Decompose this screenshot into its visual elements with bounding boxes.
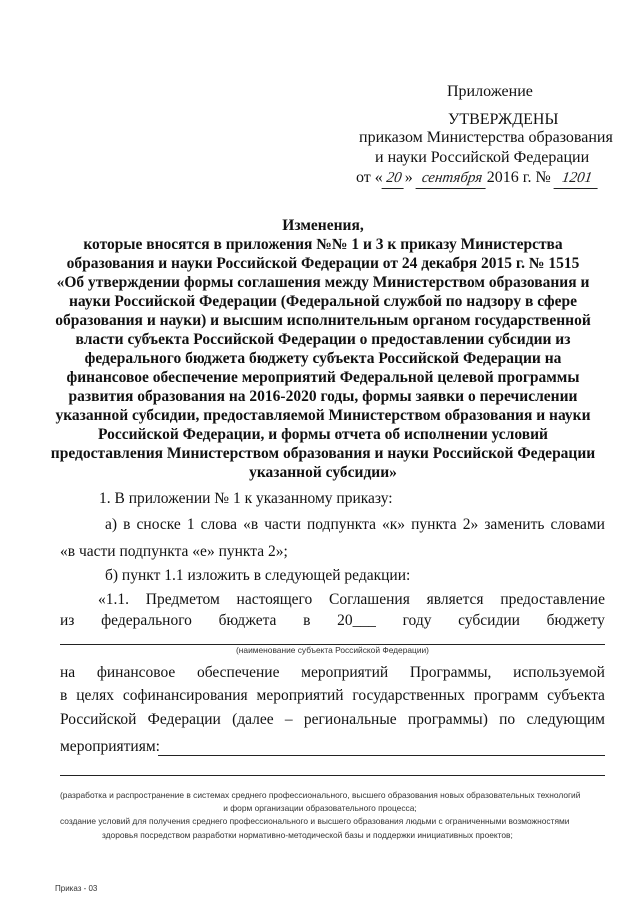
word: софинансирования xyxy=(122,687,248,704)
word: «1.1. xyxy=(98,591,129,608)
note-line: и форм организации образовательного процесса; xyxy=(223,803,417,813)
note-line: (разработка и распространение в системах среднего профессионального, высшего образования новых образовательных технологий xyxy=(60,790,581,800)
doc-code: Приказ - 03 xyxy=(55,884,98,893)
title-line: Российской Федерации, и формы отчета об исполнении условий xyxy=(98,426,548,443)
word: целях xyxy=(76,687,114,704)
word: программ xyxy=(473,687,539,704)
measures-label: мероприятиям: xyxy=(60,738,160,755)
word: финансовое xyxy=(96,664,176,681)
date-prefix: от « xyxy=(356,169,383,186)
date-sep: » xyxy=(404,169,413,186)
word: по xyxy=(499,711,516,728)
note-line: создание условий для получения среднего профессионального и высшего образования людьми с ограниченными возможностями xyxy=(60,816,570,826)
title-line: которые вносятся в приложения №№ 1 и 3 к приказу Министерства xyxy=(83,236,563,253)
item-a-line2: «в части подпункта «е» пункта 2»; xyxy=(60,543,288,560)
word: заменить xyxy=(484,516,545,533)
word: следующим xyxy=(526,711,605,728)
word: региональные xyxy=(303,711,397,728)
measures-blank-line[interactable] xyxy=(158,755,605,756)
word: пункта xyxy=(411,516,457,533)
rf-line xyxy=(60,711,605,729)
word: словами xyxy=(550,516,605,533)
word: подпункта xyxy=(306,516,376,533)
word: части xyxy=(264,516,301,533)
approved-label: УТВЕРЖДЕНЫ xyxy=(448,111,559,128)
word: году xyxy=(402,612,432,629)
title-line: образования и науки Российской Федерации от 24 декабря 2015 г. № 1515 xyxy=(66,255,580,272)
title-line: указанной субсидии, предоставляемой Министерством образования и науки xyxy=(55,407,591,424)
word: 20___ xyxy=(337,612,376,629)
word: программы) xyxy=(407,711,488,728)
word: на xyxy=(60,664,76,681)
clause-line xyxy=(98,591,605,609)
order-line-1: приказом Министерства образования xyxy=(359,129,613,146)
date-year: 2016 г. № xyxy=(486,169,551,186)
word: государственных xyxy=(352,687,466,704)
word: обеспечение xyxy=(196,664,280,681)
order-number: 1201 xyxy=(553,168,600,189)
title-line: финансовое обеспечение мероприятий Федеральной целевой программы xyxy=(66,369,580,386)
word: Соглашения xyxy=(329,591,410,608)
word: сноске xyxy=(136,516,181,533)
word: является xyxy=(426,591,484,608)
title-line: образования и науки) и высшим исполнительным органом государственной xyxy=(55,312,591,329)
word: субсидии xyxy=(458,612,520,629)
word: мероприятий xyxy=(256,687,344,704)
word: в xyxy=(60,687,68,704)
word: а) xyxy=(105,516,118,533)
item-a-line1 xyxy=(105,516,605,534)
word: «к» xyxy=(382,516,406,533)
subject-caption: (наименование субъекта Российской Федерации) xyxy=(236,645,429,655)
word: в xyxy=(123,516,131,533)
from-budget-line xyxy=(60,612,605,630)
title-line: Изменения, xyxy=(282,217,364,234)
order-line-2: и науки Российской Федерации xyxy=(375,149,590,166)
word: Программы, xyxy=(409,664,492,681)
word: федерального xyxy=(101,612,192,629)
date-day: 20 xyxy=(381,168,406,189)
word: Предметом xyxy=(145,591,220,608)
word: в xyxy=(303,612,311,629)
date-month: сентября xyxy=(415,168,488,189)
title-line: федерального бюджета бюджету субъекта Российской Федерации на xyxy=(84,350,562,367)
cofin-line xyxy=(60,687,605,705)
measures-blank-line-2[interactable] xyxy=(60,775,605,776)
title-line: указанной субсидии» xyxy=(249,464,397,481)
word: (далее xyxy=(232,711,274,728)
title-line: развития образования на 2016-2020 годы, формы заявки о перечислении xyxy=(68,388,578,405)
word: предоставление xyxy=(500,591,605,608)
title-line: власти субъекта Российской Федерации о предоставлении субсидии из xyxy=(75,331,571,348)
na-line xyxy=(60,664,605,682)
word: Российской xyxy=(60,711,137,728)
word: бюджета xyxy=(218,612,277,629)
item-b: б) пункт 1.1 изложить в следующей редакции: xyxy=(105,567,411,584)
word: 1 xyxy=(186,516,195,533)
word: 2» xyxy=(462,516,479,533)
word: – xyxy=(284,711,293,728)
note-line: здоровья посредством разработки нормативно-методической базы и поддержки инициативных проектов; xyxy=(102,830,513,840)
item-1: 1. В приложении № 1 к указанному приказу: xyxy=(99,490,393,507)
word: бюджету xyxy=(546,612,605,629)
word: используемой xyxy=(513,664,605,681)
word: настоящего xyxy=(236,591,313,608)
word: слова xyxy=(200,516,238,533)
word: субъекта xyxy=(547,687,605,704)
title-line: предоставления Министерством образования и науки Российской Федерации xyxy=(50,445,596,462)
order-date-line xyxy=(356,168,599,189)
word: Федерации xyxy=(147,711,221,728)
appendix-label: Приложение xyxy=(447,83,533,100)
word: из xyxy=(60,612,75,629)
title-line: «Об утверждении формы соглашения между Министерством образования и xyxy=(56,274,590,291)
word: «в xyxy=(243,516,259,533)
word: мероприятий xyxy=(301,664,389,681)
title-line: науки Российской Федерации (Федеральной службой по надзору в сфере xyxy=(69,293,577,310)
